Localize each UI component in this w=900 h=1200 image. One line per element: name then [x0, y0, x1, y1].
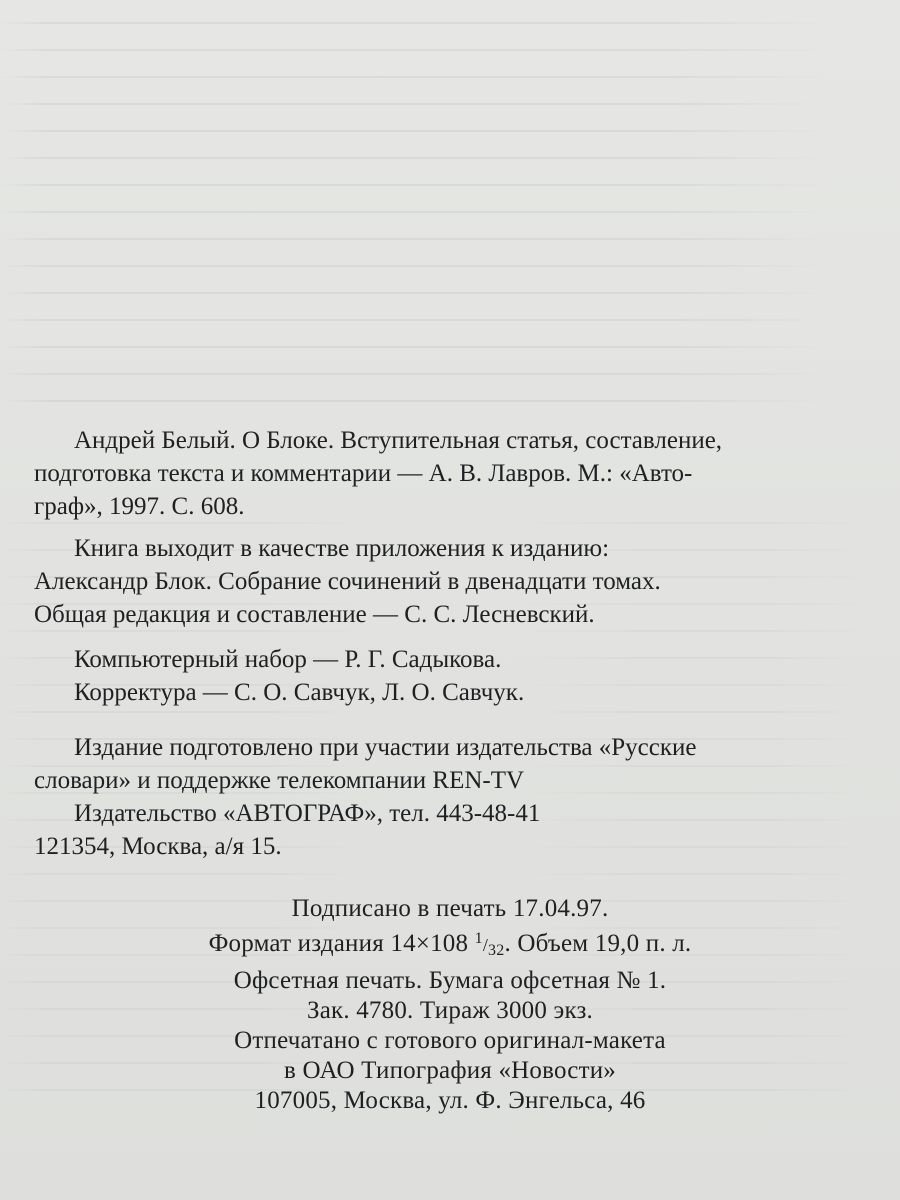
format-suffix: . Объем 19,0 п. л. — [504, 930, 692, 957]
printing-house: в ОАО Типография «Новости» — [284, 1057, 616, 1084]
publisher-line-1: Издание подготовлено при участии издательства «Русские — [74, 734, 697, 761]
supplement-line-1: Книга выходит в качестве приложения к изданию: — [74, 535, 610, 562]
format-numerator: 1 — [474, 930, 483, 947]
supplement-line-2: Александр Блок. Собрание сочинений в двенадцати томах. — [34, 568, 661, 595]
credits — [34, 643, 846, 709]
publisher-line-4: 121354, Москва, а/я 15. — [34, 833, 282, 860]
publisher-info — [34, 731, 846, 863]
format-prefix: Формат издания 14×108 — [208, 930, 469, 957]
printing-house-address: 107005, Москва, ул. Ф. Энгельса, 46 — [254, 1087, 646, 1114]
format-line — [0, 924, 900, 966]
printing-type: Офсетная печать. Бумага офсетная № 1. — [233, 967, 667, 994]
annotation-line-2: подготовка текста и комментарии — А. В. Лавров. М.: «Авто- — [34, 460, 693, 487]
show-through-texture — [0, 0, 900, 420]
printed-from: Отпечатано с готового оригинал-макета — [234, 1027, 666, 1054]
annotation-line-3: граф», 1997. С. 608. — [34, 493, 245, 520]
signed-to-print: Подписано в печать 17.04.97. — [291, 895, 609, 922]
supplement-line-3: Общая редакция и составление — С. С. Лесневский. — [34, 601, 595, 628]
publisher-line-3: Издательство «АВТОГРАФ», тел. 443-48-41 — [74, 800, 541, 827]
format-fraction: $^1/_{32}$ — [474, 930, 505, 959]
format-denominator: 32 — [488, 942, 505, 959]
order-and-circulation: Зак. 4780. Тираж 3000 экз. — [306, 997, 594, 1024]
publisher-line-2: словари» и поддержке телекомпании REN-TV — [34, 767, 525, 794]
bibliographic-annotation — [34, 424, 846, 523]
print-imprint — [0, 894, 900, 1116]
supplement-note — [34, 532, 846, 631]
proofreading-credit: Корректура — С. О. Савчук, Л. О. Савчук. — [74, 679, 525, 706]
typesetting-credit: Компьютерный набор — Р. Г. Садыкова. — [74, 646, 502, 673]
annotation-line-1: Андрей Белый. О Блоке. Вступительная статья, составление, — [74, 427, 723, 454]
